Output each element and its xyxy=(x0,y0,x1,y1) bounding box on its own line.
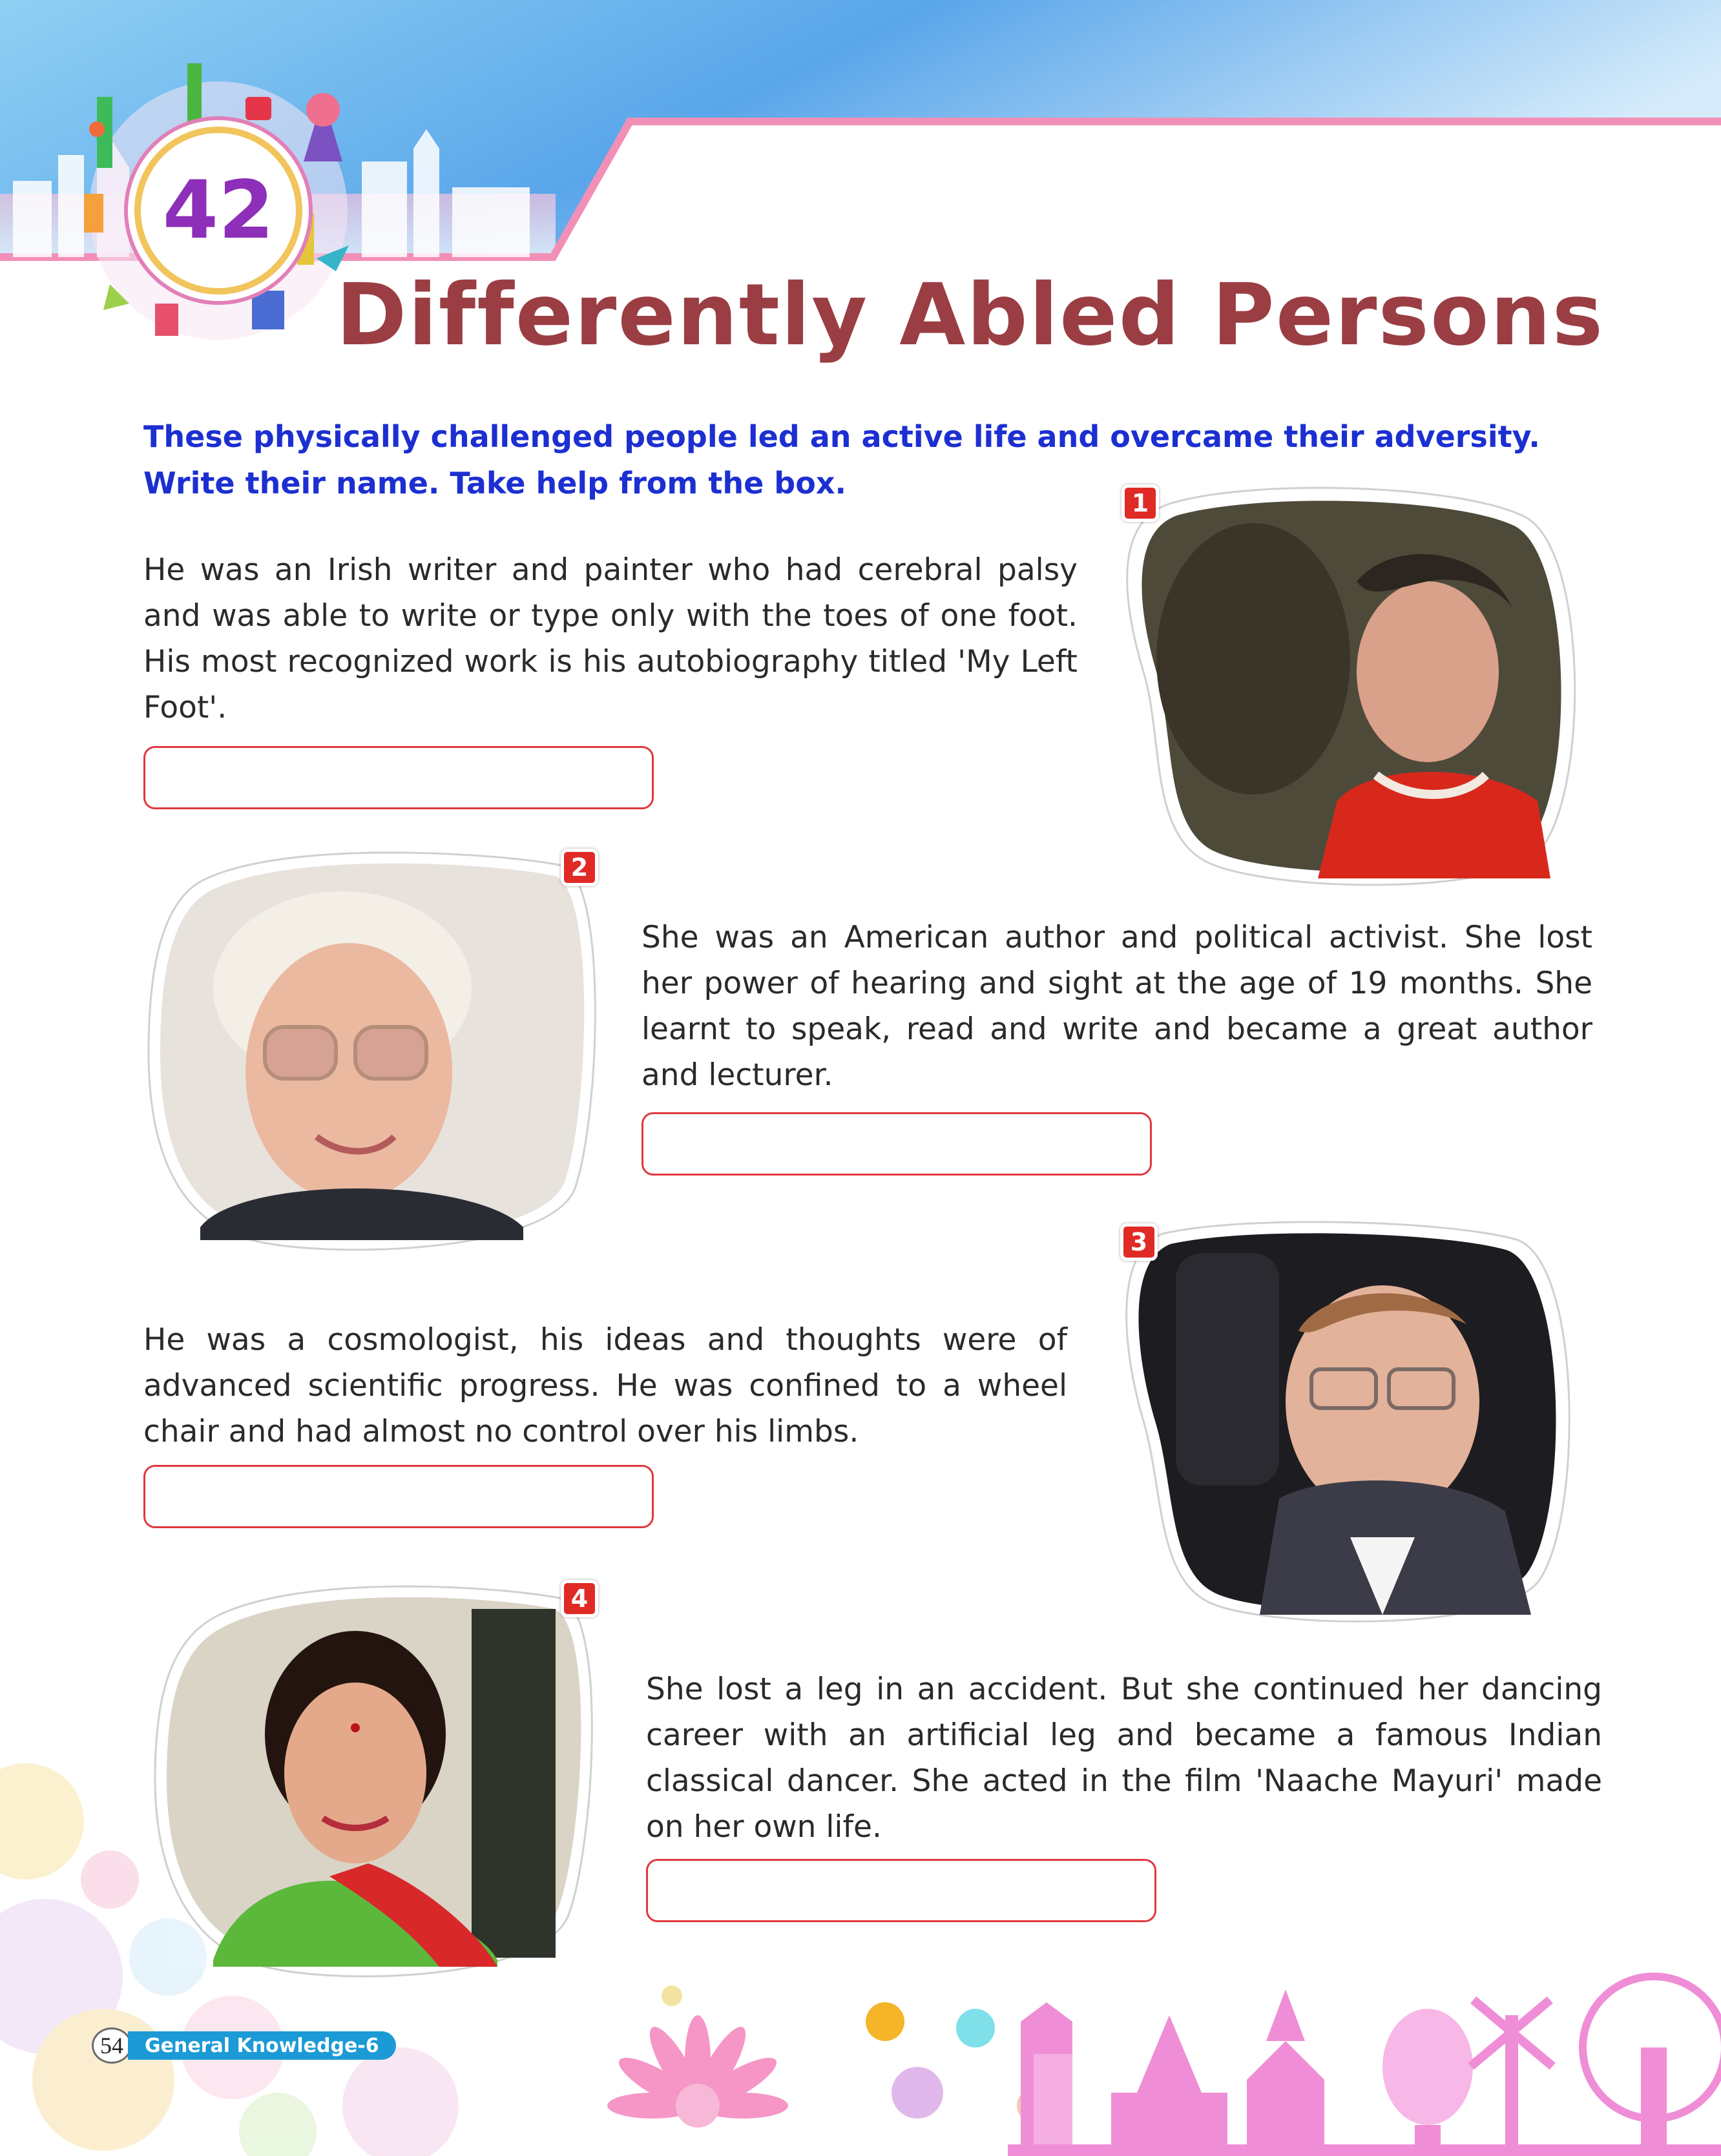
footer-tag xyxy=(92,2027,396,2064)
photo-2 xyxy=(136,840,607,1259)
chapter-badge xyxy=(134,127,302,295)
answer-field-1[interactable] xyxy=(143,746,654,809)
photo-3 xyxy=(1118,1214,1589,1628)
answer-field-2[interactable] xyxy=(641,1112,1152,1176)
question-3-text: He was a cosmologist, his ideas and thoughts were of advanced scientific progress. He was confined to a wheel chair and had almost no control over his limbs. xyxy=(143,1322,1067,1449)
answer-field-3[interactable] xyxy=(143,1465,654,1528)
number-tag-3: 3 xyxy=(1120,1223,1158,1261)
number-tag-2: 2 xyxy=(561,849,598,886)
footer-decoration xyxy=(0,1744,1721,2156)
photo-1 xyxy=(1124,478,1589,891)
question-1-text: He was an Irish writer and painter who had cerebral palsy and was able to write or type only with the toes of one foot. His most recognized work is his autobiography titled 'My Left Foot'. xyxy=(143,552,1078,725)
subject-label: General Knowledge-6 xyxy=(128,2031,396,2060)
chapter-number: 42 xyxy=(162,164,275,257)
question-2-text: She was an American author and political activist. She lost her power of hearing and sight at the age of 19 months. She learnt to speak, read and write and became a great author and lecturer. xyxy=(641,920,1592,1093)
question-4-text: She lost a leg in an accident. But she continued her dancing career with an artificial leg and became a famous Indian classical dancer. She acted in the film 'Naache Mayuri' made on her own life. xyxy=(646,1672,1602,1845)
number-tag-4: 4 xyxy=(561,1580,598,1617)
chapter-title: Differently Abled Persons xyxy=(336,265,1605,365)
page-number: 54 xyxy=(92,2027,132,2064)
instructions: These physically challenged people led an active life and overcame their adversity. Write their name. Take help from the box. xyxy=(143,419,1540,501)
number-tag-1: 1 xyxy=(1121,484,1159,522)
